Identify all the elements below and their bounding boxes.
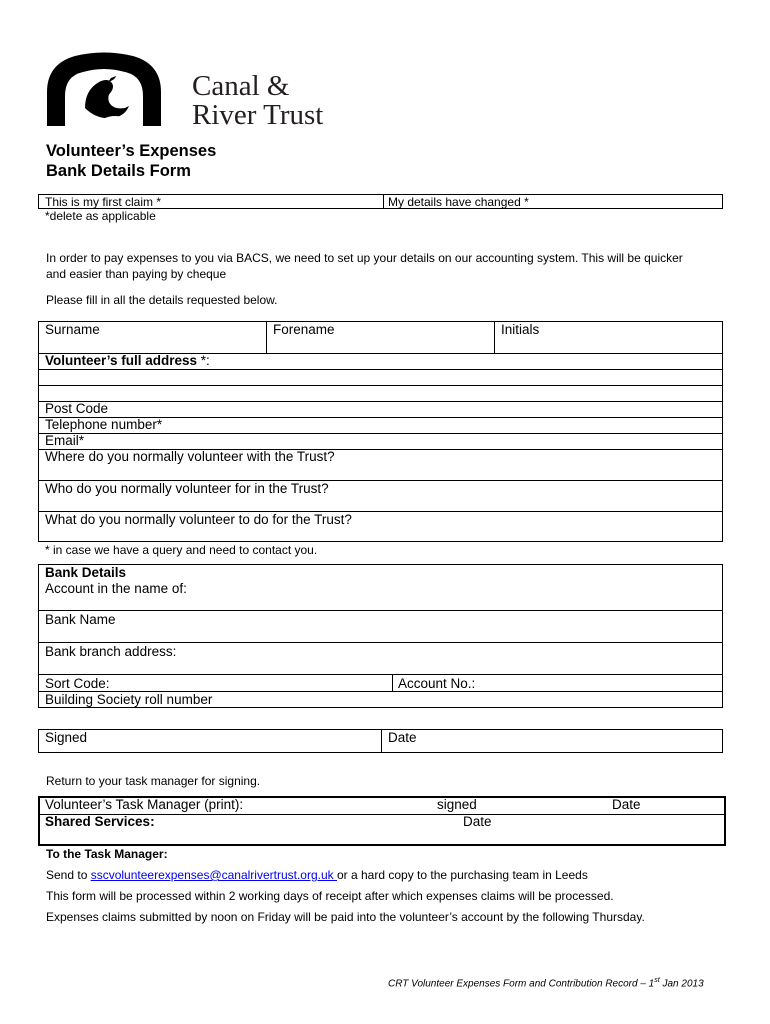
delete-note: *delete as applicable: [45, 209, 156, 223]
email-field[interactable]: Email*: [45, 433, 85, 448]
signature-date-field[interactable]: Date: [388, 730, 417, 745]
details-changed-option[interactable]: My details have changed *: [388, 195, 529, 209]
swan-logo: [45, 52, 163, 126]
shared-services-date-field[interactable]: Date: [463, 814, 492, 829]
payment-deadline-note: Expenses claims submitted by noon on Friday will be paid into the volunteer’s account by the following Thursday.: [46, 910, 645, 924]
brand-line1: Canal &: [192, 70, 290, 102]
account-name-field[interactable]: Account in the name of:: [45, 581, 187, 596]
bank-name-field[interactable]: Bank Name: [45, 612, 116, 627]
intro-paragraph: In order to pay expenses to you via BACS, we need to set up your details on our accounting system. This will be quicker and easier than paying by cheque: [46, 251, 683, 281]
bank-details-heading: Bank Details: [45, 565, 127, 580]
roll-number-field[interactable]: Building Society roll number: [45, 692, 213, 707]
signed-field[interactable]: Signed: [45, 730, 88, 745]
footer-reference: [388, 977, 704, 989]
fill-in-instruction: Please fill in all the details requested below.: [46, 293, 278, 307]
return-note: Return to your task manager for signing.: [46, 774, 261, 788]
footer-date: Jan 2013: [659, 978, 704, 990]
title-line1: Volunteer’s Expenses: [46, 142, 217, 160]
title-line2: Bank Details Form: [46, 162, 191, 180]
volunteer-where-field[interactable]: Where do you normally volunteer with the Trust?: [45, 449, 335, 464]
first-claim-option[interactable]: This is my first claim *: [45, 195, 162, 209]
manager-date-field[interactable]: Date: [612, 797, 641, 812]
forename-field[interactable]: Forename: [273, 322, 335, 337]
brand-line2: River Trust: [192, 99, 324, 131]
send-instruction: [46, 868, 588, 882]
initials-field[interactable]: Initials: [501, 322, 540, 337]
footer-text: CRT Volunteer Expenses Form and Contribution Record – 1: [388, 978, 655, 990]
postcode-field[interactable]: Post Code: [45, 401, 109, 416]
send-suffix: or a hard copy to the purchasing team in Leeds: [337, 868, 588, 882]
address-label: Volunteer’s full address: [45, 353, 198, 368]
brand-name: [192, 72, 323, 130]
form-title: [46, 141, 216, 181]
processing-note: This form will be processed within 2 working days of receipt after which expenses claims will be processed.: [46, 889, 614, 903]
task-manager-field[interactable]: Volunteer’s Task Manager (print):: [45, 797, 244, 812]
expenses-email-link[interactable]: sscvolunteerexpenses@canalrivertrust.org.uk: [90, 868, 337, 882]
volunteer-what-field[interactable]: What do you normally volunteer to do for the Trust?: [45, 512, 352, 527]
bank-branch-field[interactable]: Bank branch address:: [45, 644, 177, 659]
send-prefix: Send to: [46, 868, 91, 882]
sort-code-field[interactable]: Sort Code:: [45, 676, 110, 691]
query-note: * in case we have a query and need to contact you.: [45, 543, 318, 557]
manager-signed-field[interactable]: signed: [437, 797, 477, 812]
address-field[interactable]: [45, 353, 210, 369]
address-label-suffix: *:: [197, 353, 210, 368]
surname-field[interactable]: Surname: [45, 322, 100, 337]
telephone-field[interactable]: Telephone number*: [45, 417, 163, 432]
account-number-field[interactable]: Account No.:: [398, 676, 476, 691]
shared-services-field[interactable]: Shared Services:: [45, 814, 155, 829]
footer-sup: st: [654, 977, 660, 984]
task-manager-heading: To the Task Manager:: [46, 847, 168, 861]
volunteer-who-field[interactable]: Who do you normally volunteer for in the Trust?: [45, 481, 329, 496]
